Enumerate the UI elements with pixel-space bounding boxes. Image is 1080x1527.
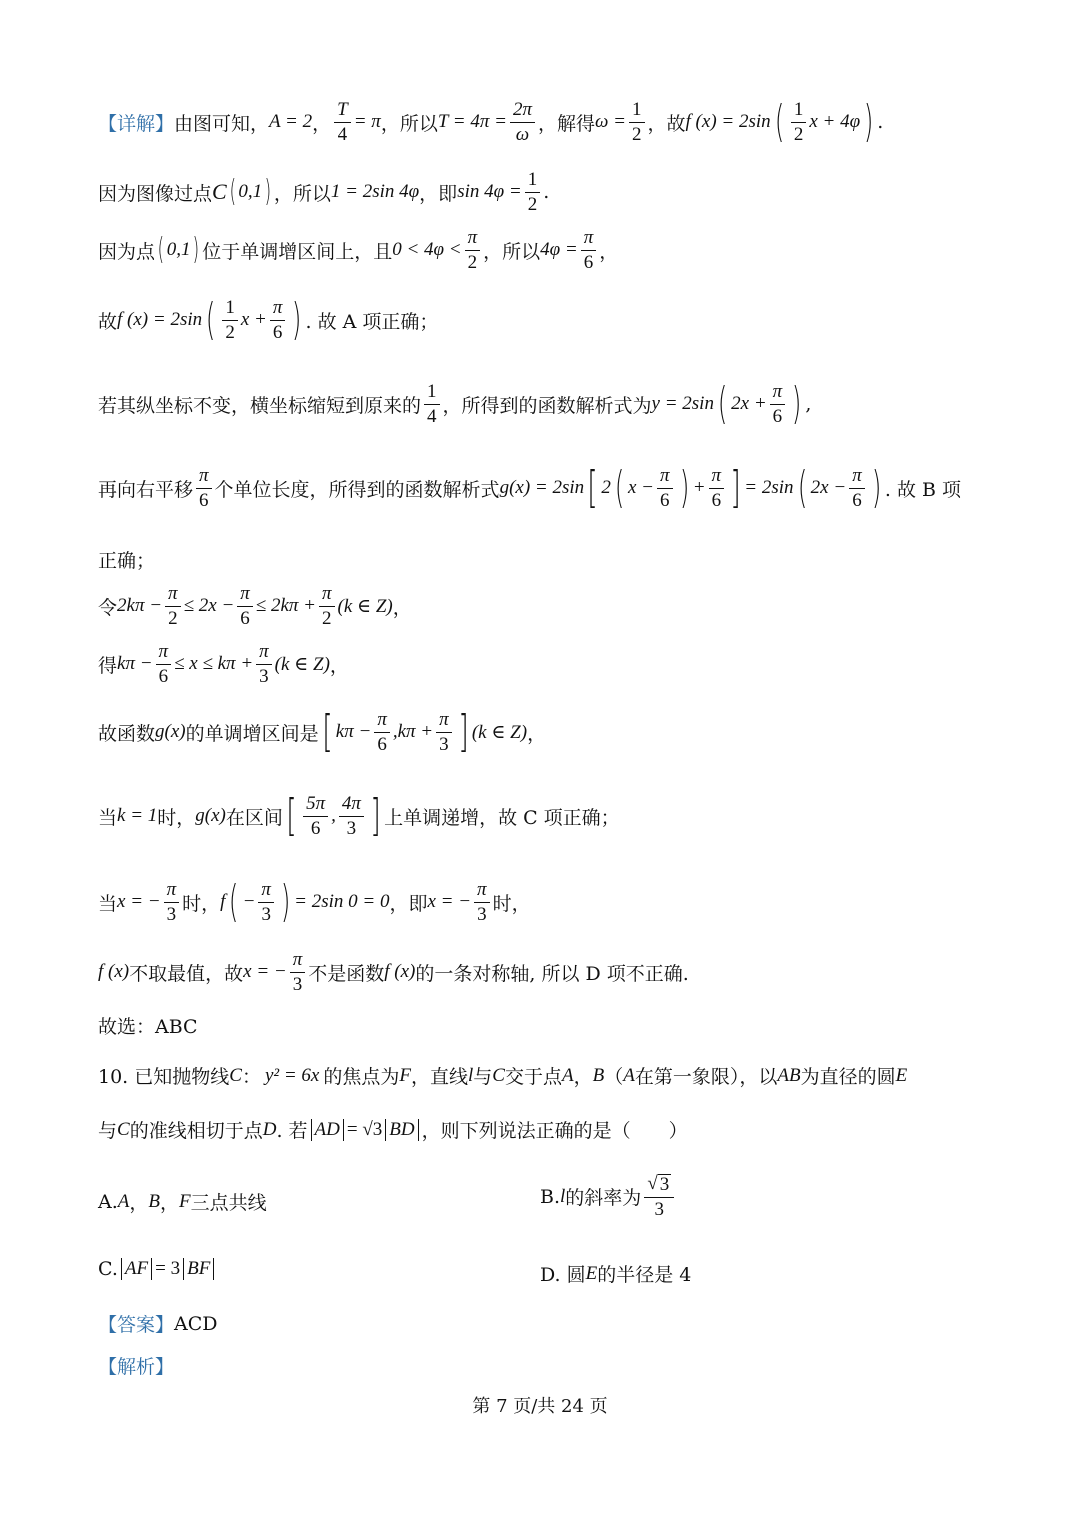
fraction: $\frac{4\pi}{3}$: [339, 794, 364, 839]
math: x = −: [427, 891, 472, 913]
math: +: [692, 477, 706, 499]
fraction: $\frac{\pi}{6}$: [156, 642, 172, 687]
text: ，即: [389, 892, 428, 915]
solution-line-3: 因为点 ( 0,1 ) 位于单调增区间上，且 0 < 4φ < $\frac{\pi}{2}$ ，所以 4φ = $\frac{\pi}{6}$ ，: [98, 227, 619, 273]
text: 得: [98, 654, 118, 677]
solution-line-9: [98, 642, 349, 687]
fraction: $\frac{\pi}{2}$: [465, 228, 481, 273]
text: ，所以: [380, 112, 438, 135]
math: (k ∈ Z): [337, 595, 393, 617]
math: f (x): [384, 961, 416, 983]
text: ，: [312, 112, 332, 135]
abs-bf: BF: [183, 1258, 214, 1280]
fraction: $\frac{\pi}{3}$: [258, 880, 274, 925]
detail-tag: 【详解】: [98, 112, 175, 135]
solution-line-2: 因为图像过点 C ( 0,1 ) ，所以 1 = 2sin 4φ ，即 sin 4φ = $\frac{1}{2}$ .: [98, 169, 550, 215]
math: 2kπ −: [117, 595, 163, 617]
fraction: $\frac{\pi}{6}$: [709, 466, 725, 511]
text: . 故 A 项正确；: [305, 310, 439, 333]
analysis-tag: 【解析】: [98, 1356, 175, 1378]
fraction: $\frac{1}{2}$: [525, 170, 541, 215]
math: g(x): [195, 805, 226, 827]
math: 2x +: [731, 393, 767, 415]
text: 因为点: [98, 240, 156, 263]
math: sin 4φ =: [457, 181, 522, 203]
analysis-line: [98, 1352, 174, 1379]
fraction: $\frac{T}{4}$: [334, 100, 351, 145]
text: 的单调增区间是: [185, 722, 319, 745]
text: ，: [392, 596, 412, 619]
text: 再向右平移: [98, 478, 194, 501]
math: kπ −: [335, 721, 372, 743]
math: ≤ 2x −: [183, 595, 235, 617]
solution-line-4: 故 f (x) = 2sin ( $\frac{1}{2}$ x + $\frac{\pi}{6}$ ) . 故 A 项正确；: [98, 294, 439, 346]
text: .: [877, 111, 884, 134]
fraction: $\frac{\pi}{2}$: [165, 584, 181, 629]
fraction: $\frac{\pi}{3}$: [164, 880, 180, 925]
fraction: $\frac{\pi}{6}$: [237, 584, 253, 629]
math: T = 4π =: [437, 111, 507, 133]
solution-line-13: [98, 950, 689, 995]
text: 若其纵坐标不变，横坐标缩短到原来的: [98, 394, 422, 417]
option-c: C. AF = 3 BF: [98, 1258, 217, 1280]
text: .: [543, 181, 550, 204]
fraction: $\frac{\pi}{6}$: [581, 228, 597, 273]
math: 0,1: [166, 239, 191, 261]
fraction: $\frac{\pi}{6}$: [849, 466, 865, 511]
fraction: $\frac{\pi}{6}$: [374, 710, 390, 755]
math: x = −: [117, 891, 161, 913]
solution-line-8: [98, 584, 412, 629]
text: ，故: [647, 112, 686, 135]
fraction: $\frac{\pi}{3}$: [436, 710, 452, 755]
question-10-line-2: 与 C 的准线相切于点 D . 若 AD = √3 BD ，则下列说法正确的是（ ）: [98, 1118, 688, 1142]
math: A = 2: [269, 111, 313, 133]
text: 时，: [492, 892, 531, 915]
text: ，解得: [538, 112, 596, 135]
math: = π: [353, 111, 381, 133]
answer-tag: 【答案】: [98, 1314, 175, 1336]
text: ，: [599, 240, 619, 263]
text: ，: [527, 722, 547, 745]
math: f (x) = 2sin: [685, 111, 771, 133]
abs-bd: BD: [385, 1119, 418, 1141]
text: ，即: [419, 182, 458, 205]
text: 不是函数: [308, 962, 385, 985]
solution-line-10: 故函数 g(x) 的单调增区间是 [ kπ − $\frac{\pi}{6}$ ,kπ + $\frac{\pi}{3}$ ] (k ∈ Z) ，: [98, 706, 547, 758]
math: kπ −: [117, 653, 153, 675]
fraction: $\frac{\pi}{3}$: [256, 642, 272, 687]
math: ,kπ +: [392, 721, 434, 743]
text: 上单调递增，故 C 项正确；: [384, 806, 620, 829]
option-b: B. l 的斜率为 √ 3 3: [540, 1174, 677, 1220]
fraction: $\frac{1}{2}$: [222, 298, 238, 343]
solution-line-14: [98, 1012, 198, 1039]
abs-af: AF: [121, 1258, 152, 1280]
fraction: $\frac{1}{2}$: [791, 100, 807, 145]
text: 因为图像过点: [98, 182, 213, 205]
text: 由图可知，: [174, 112, 270, 135]
fraction: $\frac{\pi}{6}$: [270, 298, 286, 343]
text: 在区间: [225, 806, 283, 829]
fraction: √ 3 3: [644, 1174, 674, 1220]
math: y = 2sin: [651, 393, 714, 415]
text: 当: [98, 806, 118, 829]
fraction: $\frac{\pi}{6}$: [657, 466, 673, 511]
math: = 2sin 0 = 0: [294, 891, 390, 913]
text: 令: [98, 596, 118, 619]
option-a: A. A ， B ， F 三点共线: [98, 1190, 267, 1214]
text: 故: [98, 310, 118, 333]
math: 4φ =: [540, 239, 578, 261]
answer-value: ACD: [174, 1312, 218, 1335]
answer-line: [98, 1310, 218, 1337]
math: x +: [240, 309, 267, 331]
math: 2: [601, 477, 611, 499]
math: f (x): [98, 961, 130, 983]
math: ≤ x ≤ kπ +: [174, 653, 254, 675]
text: 个单位长度，所得到的函数解析式: [214, 478, 500, 501]
math: k = 1: [117, 805, 158, 827]
fraction: $\frac{\pi}{6}$: [770, 382, 786, 427]
math: ω =: [595, 111, 627, 133]
math: C: [212, 179, 227, 205]
solution-line-12: 当 x = − $\frac{\pi}{3}$ 时， f ( − $\frac{\pi}{3}$ ) = 2sin 0 = 0 ，即 x = − $\frac{\pi}{3}$ 时，: [98, 876, 531, 928]
math: (k ∈ Z): [471, 721, 528, 743]
text: 正确；: [98, 550, 156, 572]
solution-line-7: [98, 546, 155, 573]
fraction: $\frac{\pi}{3}$: [290, 950, 306, 995]
solution-line-6: 再向右平移 $\frac{\pi}{6}$ 个单位长度，所得到的函数解析式 g(x) = 2sin [ 2 ( x − $\frac{\pi}{6}$ ) + $\frac{\pi}{6}$ ] = 2sin ( 2x − $\frac{\pi}{6}$ ) . 故 B 项: [98, 462, 962, 514]
text: 时，: [182, 892, 221, 915]
text: 故选：ABC: [98, 1016, 198, 1038]
math: x + 4φ: [809, 111, 861, 133]
math: g(x): [155, 721, 186, 743]
math: x −: [628, 477, 655, 499]
text: 不取最值，故: [129, 962, 244, 985]
text: 故函数: [98, 722, 156, 745]
question-10-line-1: 10. 已知抛物线 C ： y² = 6x 的焦点为 F ，直线 l 与 C 交于点 A ， B （ A 在第一象限），以 AB 为直径的圆 E: [98, 1064, 908, 1088]
option-d: D. 圆 E 的半径是 4: [540, 1262, 692, 1286]
solution-line-11: 当 k = 1 时， g(x) 在区间 [ $\frac{5\pi}{6}$ , $\frac{4\pi}{3}$ ] 上单调递增，故 C 项正确；: [98, 790, 620, 842]
text: 时，: [157, 806, 196, 829]
text: 的一条对称轴, 所以 D 项不正确.: [415, 962, 689, 985]
math: ≤ 2kπ +: [255, 595, 316, 617]
math: g(x) = 2sin: [499, 477, 585, 499]
math: 0,1: [238, 181, 263, 203]
text: . 故 B 项: [884, 478, 962, 501]
math: = √3: [346, 1118, 383, 1140]
solution-line-5: 若其纵坐标不变，横坐标缩短到原来的 $\frac{1}{4}$ ，所得到的函数解析式为 y = 2sin ( 2x + $\frac{\pi}{6}$ ) ,: [98, 378, 812, 430]
fraction: $\frac{1}{2}$: [629, 100, 645, 145]
math: 0 < 4φ <: [392, 239, 462, 261]
text: ，所以: [273, 182, 331, 205]
fraction: $\frac{5\pi}{6}$: [303, 794, 328, 839]
math: f: [220, 891, 226, 913]
math: x = −: [243, 961, 287, 983]
math: 2x −: [810, 477, 847, 499]
text: ，: [329, 654, 349, 677]
fraction: $\frac{1}{4}$: [424, 382, 440, 427]
math: f (x) = 2sin: [117, 309, 203, 331]
text: 位于单调增区间上，且: [202, 240, 393, 263]
fraction: $\frac{\pi}{6}$: [196, 466, 212, 511]
text: 当: [98, 892, 118, 915]
text: ，所以: [483, 240, 541, 263]
text: ,: [805, 393, 812, 416]
fraction: $\frac{\pi}{2}$: [319, 584, 335, 629]
fraction: $\frac{\pi}{3}$: [474, 880, 490, 925]
math: = 2sin: [744, 477, 794, 499]
fraction: $\frac{2\pi}{\omega}$: [510, 100, 535, 145]
math: −: [242, 891, 256, 913]
abs-ad: AD: [311, 1119, 344, 1141]
solution-line-1: 【详解】 由图可知， A = 2 ， $\frac{T}{4}$ = π ，所以 T = 4π = $\frac{2\pi}{\omega}$ ，解得 ω = $\frac{1}{2}$ ，故 f (x) = 2sin ( $\frac{1}{2}$ x + 4φ ) .: [98, 96, 884, 148]
math: (k ∈ Z): [274, 653, 330, 675]
math: ,: [331, 805, 336, 827]
page-footer: 第 7 页/共 24 页: [472, 1396, 608, 1417]
text: ，所得到的函数解析式为: [442, 394, 652, 417]
math: 1 = 2sin 4φ: [330, 181, 420, 203]
